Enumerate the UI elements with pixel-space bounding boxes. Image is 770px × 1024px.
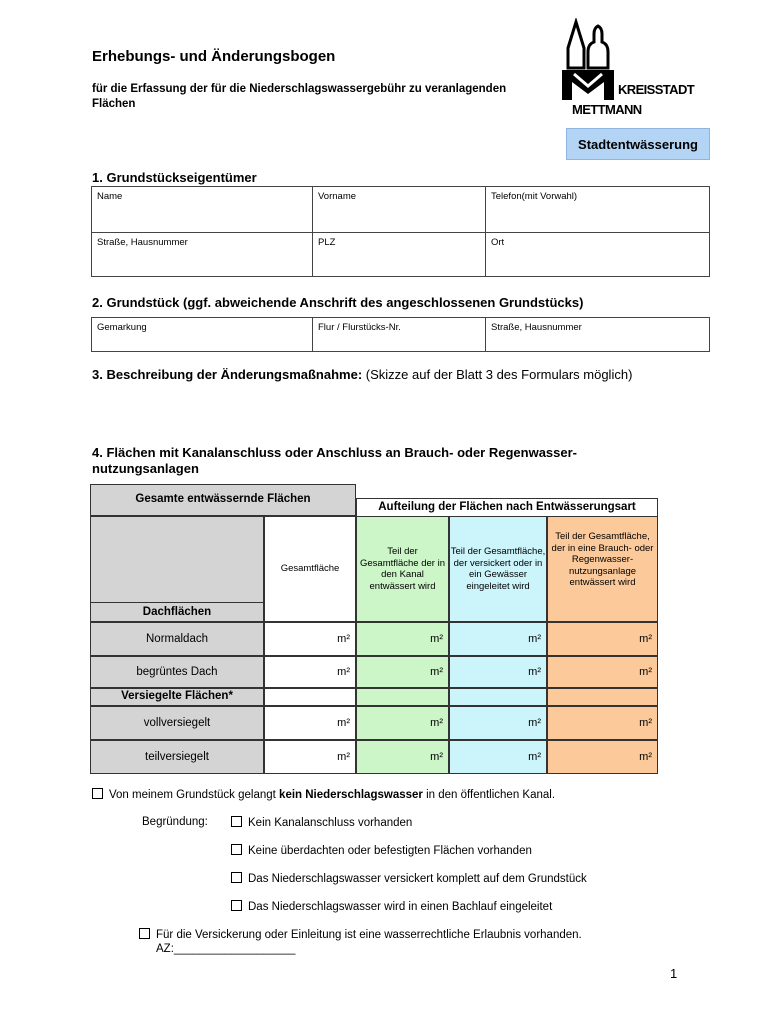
row-label-begruentes-dach: begrüntes Dach <box>90 656 264 688</box>
owner-table <box>91 186 710 277</box>
cell-teilversiegelt-brauch[interactable]: m² <box>547 740 658 774</box>
page-title: Erhebungs- und Änderungsbogen <box>92 48 336 65</box>
cell-begruentes-brauch[interactable]: m² <box>547 656 658 688</box>
section2-heading: 2. Grundstück (ggf. abweichende Anschrift des angeschlossenen Grundstücks) <box>92 295 584 310</box>
reason-4-checkbox[interactable] <box>231 900 242 911</box>
cell-normaldach-brauch[interactable]: m² <box>547 622 658 656</box>
permit-option <box>139 928 582 941</box>
section1-heading: 1. Grundstückseigentümer <box>92 170 257 185</box>
department-badge: Stadtentwässerung <box>566 128 710 160</box>
cell-normaldach-versickert[interactable]: m² <box>449 622 547 656</box>
reason-3-checkbox[interactable] <box>231 872 242 883</box>
row-label-vollversiegelt: vollversiegelt <box>90 706 264 740</box>
reason-3-label: Das Niederschlagswasser versickert komplett auf dem Grundstück <box>248 873 587 885</box>
cell-begruentes-gesamt[interactable]: m² <box>264 656 356 688</box>
owner-phone-field[interactable]: Telefon(mit Vorwahl) <box>486 187 710 233</box>
group-spacer-brauch <box>547 688 658 706</box>
cell-begruentes-versickert[interactable]: m² <box>449 656 547 688</box>
page-subtitle: für die Erfassung der für die Niederschlagswassergebühr zu veranlagenden Flächen <box>92 83 507 110</box>
gesamt-header: Gesamte entwässernde Flächen <box>90 484 356 516</box>
cell-teilversiegelt-versickert[interactable]: m² <box>449 740 547 774</box>
area-table <box>90 484 658 774</box>
section3-heading-block <box>92 367 652 383</box>
aufteilung-header: Aufteilung der Flächen nach Entwässerungsart <box>356 498 658 516</box>
kreisstadt-mettmann-logo <box>558 18 708 118</box>
owner-street-field[interactable]: Straße, Hausnummer <box>92 233 313 277</box>
reason-1-label: Kein Kanalanschluss vorhanden <box>248 817 413 829</box>
owner-city-field[interactable]: Ort <box>486 233 710 277</box>
property-street-field[interactable]: Straße, Hausnummer <box>486 318 710 352</box>
owner-name-field[interactable]: Name <box>92 187 313 233</box>
reason-4-label: Das Niederschlagswasser wird in einen Bachlauf eingeleitet <box>248 901 553 913</box>
cell-teilversiegelt-gesamt[interactable]: m² <box>264 740 356 774</box>
logo-text-kreisstadt: KREISSTADT <box>618 82 695 97</box>
no-rainwater-text-pre: Von meinem Grundstück gelangt <box>109 789 280 801</box>
cell-vollversiegelt-gesamt[interactable]: m² <box>264 706 356 740</box>
group-versiegelte-flaechen: Versiegelte Flächen* <box>90 688 264 706</box>
logo-text-mettmann: METTMANN <box>572 102 642 117</box>
cell-teilversiegelt-kanal[interactable]: m² <box>356 740 449 774</box>
no-rainwater-text-bold: kein Niederschlagswasser <box>279 789 423 801</box>
cell-begruentes-kanal[interactable]: m² <box>356 656 449 688</box>
property-flur-field[interactable]: Flur / Flurstücks-Nr. <box>313 318 486 352</box>
property-table <box>91 317 710 352</box>
row-label-teilversiegelt: teilversiegelt <box>90 740 264 774</box>
col-versickert: Teil der Gesamtfläche, der versickert oder in ein Gewässer eingeleitet wird <box>449 516 547 622</box>
section4-heading: 4. Flächen mit Kanalanschluss oder Anschluss an Brauch- oder Regenwasser-nutzungsanlagen <box>92 445 577 476</box>
row-label-normaldach: Normaldach <box>90 622 264 656</box>
col-gesamtflaeche: Gesamtfläche <box>264 516 356 622</box>
cell-vollversiegelt-brauch[interactable]: m² <box>547 706 658 740</box>
permit-label: Für die Versickerung oder Einleitung ist eine wasserrechtliche Erlaubnis vorhanden. <box>156 929 582 941</box>
no-rainwater-checkbox[interactable] <box>92 788 103 799</box>
reason-2-checkbox[interactable] <box>231 844 242 855</box>
cell-vollversiegelt-kanal[interactable]: m² <box>356 706 449 740</box>
begruendung-label: Begründung: <box>142 816 208 828</box>
no-rainwater-option <box>92 788 555 801</box>
property-gemarkung-field[interactable]: Gemarkung <box>92 318 313 352</box>
owner-zip-field[interactable]: PLZ <box>313 233 486 277</box>
cell-vollversiegelt-versickert[interactable]: m² <box>449 706 547 740</box>
az-field[interactable]: AZ:___________________ <box>156 943 296 955</box>
group-dachflaechen: Dachflächen <box>90 602 264 622</box>
reason-1-checkbox[interactable] <box>231 816 242 827</box>
section3-heading: 3. Beschreibung der Änderungsmaßnahme: <box>92 367 363 382</box>
reason-2 <box>231 844 532 857</box>
group-spacer-versickert <box>449 688 547 706</box>
page-number: 1 <box>670 966 678 981</box>
group-spacer-gesamt <box>264 688 356 706</box>
group-spacer-kanal <box>356 688 449 706</box>
reason-4 <box>231 900 552 913</box>
col-kanal: Teil der Gesamtfläche der in den Kanal entwässert wird <box>356 516 449 622</box>
permit-checkbox[interactable] <box>139 928 150 939</box>
reason-3 <box>231 872 587 885</box>
reason-2-label: Keine überdachten oder befestigten Flächen vorhanden <box>248 845 532 857</box>
reason-1 <box>231 816 412 829</box>
col-brauch: Teil der Gesamtfläche, der in eine Brauch- oder Regenwasser-nutzungsanlage entwässert wird <box>547 516 658 622</box>
cell-normaldach-kanal[interactable]: m² <box>356 622 449 656</box>
cell-normaldach-gesamt[interactable]: m² <box>264 622 356 656</box>
owner-firstname-field[interactable]: Vorname <box>313 187 486 233</box>
no-rainwater-text-post: in den öffentlichen Kanal. <box>422 789 556 801</box>
section3-note: (Skizze auf der Blatt 3 des Formulars möglich) <box>365 367 633 382</box>
